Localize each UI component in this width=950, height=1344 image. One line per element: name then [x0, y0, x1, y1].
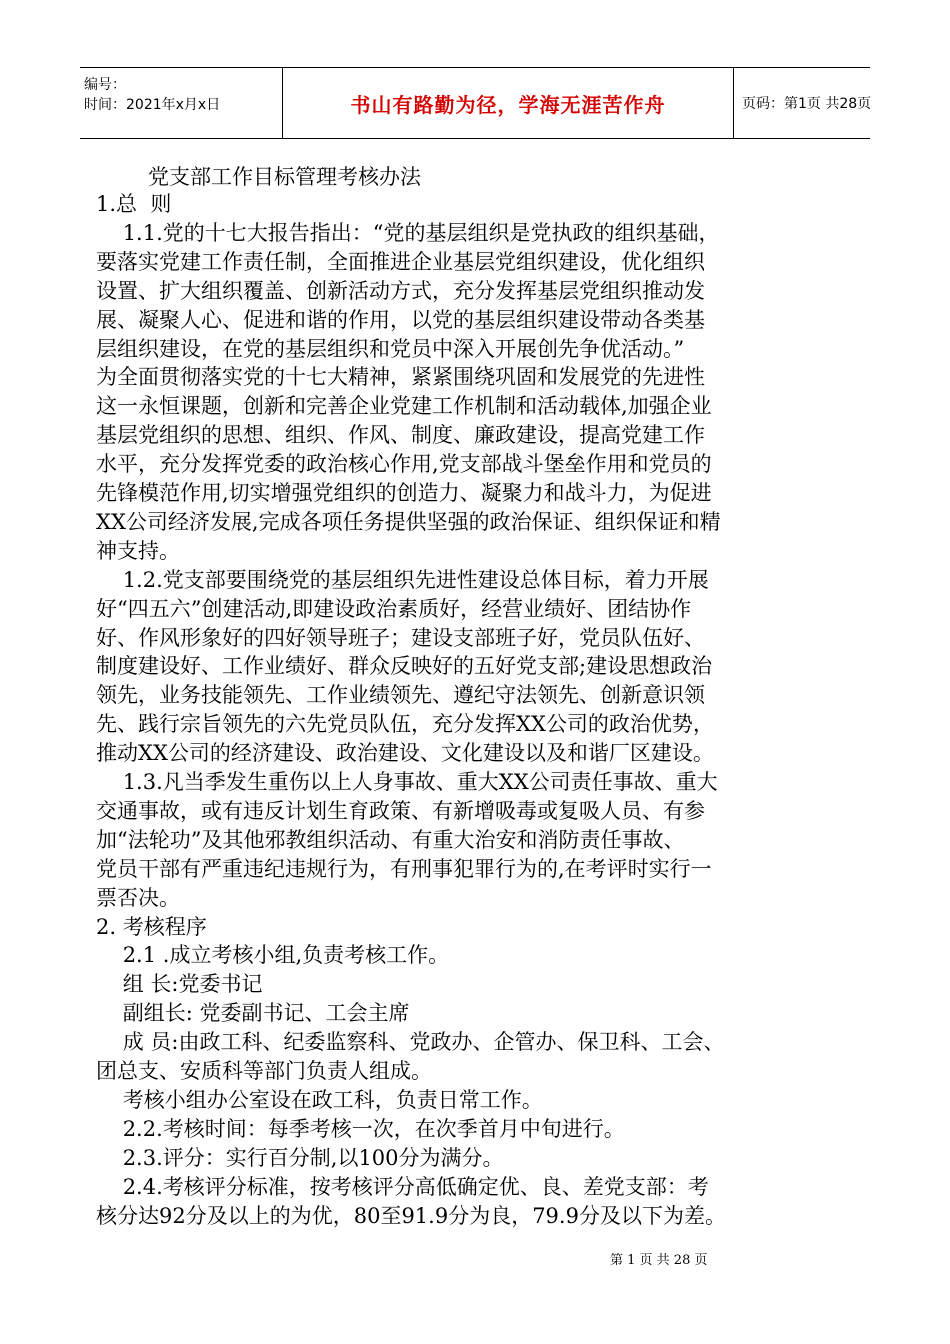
header-page-cell [734, 68, 878, 138]
body-line: 这一永恒课题，创新和完善企业党建工作机制和活动载体,加强企业 [96, 394, 712, 419]
body-line: 加“法轮功”及其他邪教组织活动、有重大治安和消防责任事故、 [96, 827, 685, 852]
page-footer: 第 1 页 共 28 页 [610, 1253, 708, 1268]
body-line: 先、践行宗旨领先的六先党员队伍，充分发挥XX公司的政治优势， [96, 712, 714, 737]
body-line: 先锋模范作用,切实增强党组织的创造力、凝聚力和战斗力，为促进 [96, 481, 712, 505]
body-line: 2.4.考核评分标准，按考核评分高低确定优、良、差党支部：考 [96, 1174, 709, 1199]
body-line: 副组长: 党委副书记、工会主席 [96, 1001, 410, 1026]
body-line: 2.2.考核时间：每季考核一次，在次季首月中旬进行。 [96, 1116, 625, 1141]
body-line: 1.3.凡当季发生重伤以上人身事故、重大XX公司责任事故、重大 [96, 770, 718, 794]
header-motto-cell [282, 68, 734, 138]
body-line: 1.1.党的十七大报告指出：“党的基层组织是党执政的组织基础， [96, 220, 720, 245]
body-line: 2.1 .成立考核小组,负责考核工作。 [96, 943, 450, 968]
body-line: 层组织建设，在党的基层组织和党员中深入开展创先争优活动。” [96, 336, 685, 361]
body-line: 票否决。 [96, 885, 180, 910]
body-line: 党员干部有严重违纪违规行为，有刑事犯罪行为的,在考评时实行一 [96, 856, 712, 881]
body-line: 为全面贯彻落实党的十七大精神，紧紧围绕巩固和发展党的先进性 [96, 365, 705, 390]
body-line: 推动XX公司的经济建设、政治建设、文化建设以及和谐厂区建设。 [96, 741, 714, 766]
number-label: 编号： [84, 77, 126, 93]
body-line: 设置、扩大组织覆盖、创新活动方式，充分发挥基层党组织推动发 [96, 278, 705, 303]
body-line: 领先，业务技能领先、工作业绩领先、遵纪守法领先、创新意识领 [96, 683, 705, 708]
body-line: 基层党组织的思想、组织、作风、制度、廉政建设，提高党建工作 [96, 423, 705, 448]
header-left-cell [80, 68, 280, 138]
body-line: 交通事故，或有违反计划生育政策、有新增吸毒或复吸人员、有参 [96, 798, 705, 823]
header-table [80, 67, 870, 139]
time-label: 时间：2021年x月x日 [84, 97, 221, 113]
body-line: 神支持。 [96, 538, 180, 563]
motto: 书山有路勤为径，学海无涯苦作舟 [350, 92, 666, 117]
body-line: 好、作风形象好的四好领导班子；建设支部班子好，党员队伍好、 [96, 625, 705, 650]
body-line: XX公司经济发展,完成各项任务提供坚强的政治保证、组织保证和精 [96, 509, 721, 534]
body-line: 1.总 则 [96, 192, 172, 216]
page-label: 页码：第1页 共28页 [742, 96, 872, 112]
body-line: 1.2.党支部要围绕党的基层组织先进性建设总体目标，着力开展 [96, 567, 709, 592]
body-line: 成 员:由政工科、纪委监察科、党政办、企管办、保卫科、工会、 [96, 1030, 725, 1055]
body-line: 考核小组办公室设在政工科，负责日常工作。 [96, 1087, 543, 1112]
body-line: 水平，充分发挥党委的政治核心作用,党支部战斗堡垒作用和党员的 [96, 452, 712, 477]
body-line: 2. 考核程序 [96, 914, 207, 939]
document-title: 党支部工作目标管理考核办法 [148, 165, 421, 189]
body-line: 组 长:党委书记 [96, 972, 263, 997]
body-line: 制度建设好、工作业绩好、群众反映好的五好党支部;建设思想政治 [96, 654, 713, 679]
body-line: 核分达92分及以上的为优，80至91.9分为良，79.9分及以下为差。 [96, 1203, 726, 1228]
body-line: 团总支、安质科等部门负责人组成。 [96, 1059, 432, 1083]
body-line: 2.3.评分：实行百分制,以100分为满分。 [96, 1145, 504, 1170]
body-line: 好“四五六”创建活动,即建设政治素质好，经营业绩好、团结协作 [96, 596, 692, 621]
body-line: 展、凝聚人心、促进和谐的作用，以党的基层组织建设带动各类基 [96, 307, 705, 332]
body-line: 要落实党建工作责任制，全面推进企业基层党组织建设，优化组织 [96, 249, 705, 274]
